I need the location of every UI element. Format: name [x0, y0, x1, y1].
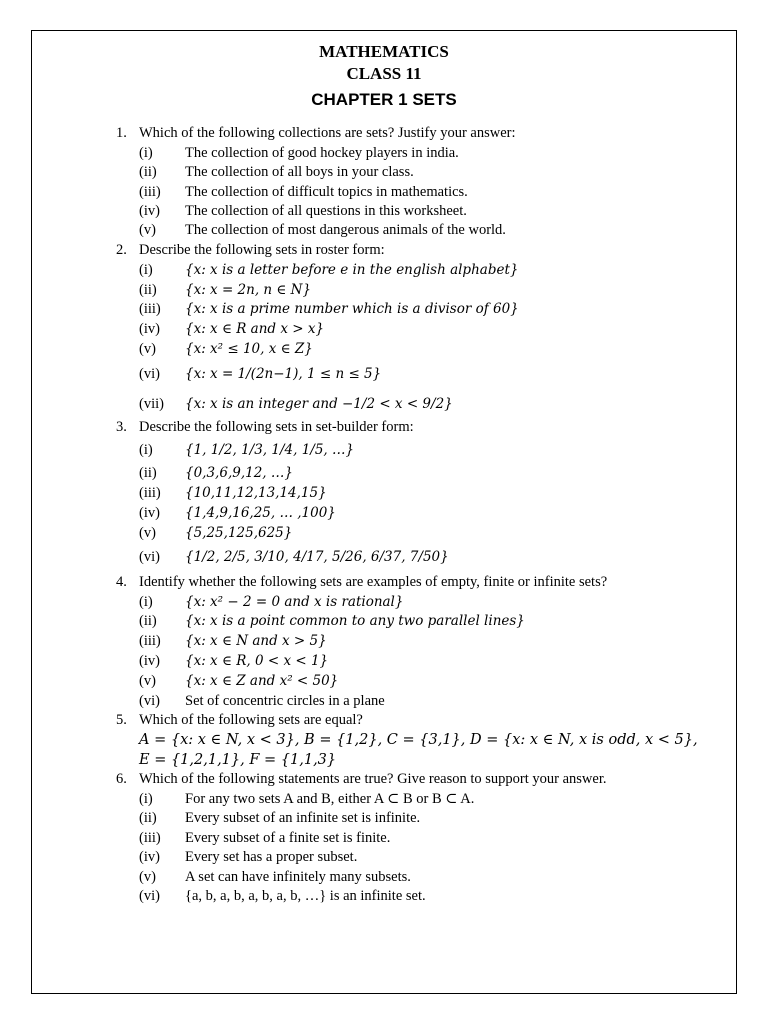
question-5	[116, 712, 363, 729]
q6-item	[139, 791, 474, 808]
item-number: (iii)	[139, 184, 161, 200]
item-text: {a, b, a, b, a, b, a, b, …} is an infinite set.	[185, 888, 426, 904]
item-number: (v)	[139, 869, 156, 885]
item-text: A set can have infinitely many subsets.	[185, 869, 411, 885]
q6-item	[139, 830, 390, 847]
item-text: {x: x² ≤ 10, x ∈ Z}	[185, 341, 313, 357]
q3-item	[139, 465, 293, 482]
q5-line: E = {1,2,1,1}, F = {1,1,3}	[139, 752, 337, 768]
question-3	[116, 419, 414, 436]
q1-item	[139, 164, 414, 181]
q1-item	[139, 145, 459, 162]
item-number: (ii)	[139, 465, 157, 481]
question-6	[116, 771, 607, 788]
item-number: (vi)	[139, 366, 160, 382]
item-number: (i)	[139, 594, 153, 610]
item-number: (vi)	[139, 693, 160, 709]
item-text: 4.	[116, 574, 127, 590]
item-number: (v)	[139, 525, 156, 541]
item-text: {1, 1/2, 1/3, 1/4, 1/5, …}	[185, 442, 355, 458]
item-text: Describe the following sets in set-builder form:	[139, 419, 414, 435]
item-number: (iii)	[139, 830, 161, 846]
item-text: {10,11,12,13,14,15}	[185, 485, 327, 501]
q2-item	[139, 301, 519, 318]
q3-item	[139, 485, 327, 502]
item-number: (iii)	[139, 633, 161, 649]
question-2	[116, 242, 385, 259]
q3-item	[139, 505, 336, 522]
item-text: Set of concentric circles in a plane	[185, 693, 385, 709]
item-text: Every subset of a finite set is finite.	[185, 830, 391, 846]
item-number: (i)	[139, 262, 153, 278]
item-number: (v)	[139, 673, 156, 689]
q4-item	[139, 673, 338, 690]
item-number: (vi)	[139, 549, 160, 565]
item-number: (v)	[139, 222, 156, 238]
q2-item	[139, 282, 311, 299]
q4-item	[139, 613, 525, 630]
item-text: {0,3,6,9,12, …}	[185, 465, 293, 481]
q1-item	[139, 222, 506, 239]
q4-item	[139, 633, 327, 650]
item-text: The collection of most dangerous animals of the world.	[185, 222, 506, 238]
item-text: The collection of difficult topics in mathematics.	[185, 184, 468, 200]
item-text: Identify whether the following sets are examples of empty, finite or infinite sets?	[139, 574, 608, 590]
q2-item	[139, 321, 324, 338]
class-heading: CLASS 11	[346, 64, 422, 83]
q2-item	[139, 262, 518, 279]
q5-line: A = {x: x ∈ N, x < 3}, B = {1,2}, C = {3,1}, D = {x: x ∈ N, x is odd, x < 5},	[139, 732, 698, 748]
item-text: The collection of good hockey players in india.	[185, 145, 459, 161]
item-text: {x: x is a prime number which is a divisor of 60}	[185, 301, 519, 317]
item-text: For any two sets A and B, either A ⊂ B or B ⊂ A.	[185, 791, 475, 807]
item-text: The collection of all questions in this worksheet.	[185, 203, 467, 219]
subject-heading: MATHEMATICS	[319, 42, 449, 61]
item-number: (v)	[139, 341, 156, 357]
item-text: 1.	[116, 125, 127, 141]
item-number: (ii)	[139, 164, 157, 180]
item-text: Which of the following sets are equal?	[139, 712, 363, 728]
item-number: (i)	[139, 442, 153, 458]
q3-item	[139, 549, 449, 566]
item-number: (iv)	[139, 653, 160, 669]
item-number: (iv)	[139, 849, 160, 865]
item-text: {1,4,9,16,25, … ,100}	[185, 505, 336, 521]
question-1	[116, 125, 516, 142]
item-text: 5.	[116, 712, 127, 728]
q2-item	[139, 366, 381, 383]
item-text: 3.	[116, 419, 127, 435]
item-text: {x: x ∈ R, 0 < x < 1}	[185, 653, 329, 669]
question-4	[116, 574, 607, 591]
item-text: Every set has a proper subset.	[185, 849, 358, 865]
item-text: 6.	[116, 771, 127, 787]
item-text: {1/2, 2/5, 3/10, 4/17, 5/26, 6/37, 7/50}	[185, 549, 449, 565]
item-number: (i)	[139, 145, 153, 161]
q3-item	[139, 525, 292, 542]
item-text: 2.	[116, 242, 127, 258]
q6-item	[139, 849, 357, 866]
item-text: Every subset of an infinite set is infinite.	[185, 810, 421, 826]
item-number: (i)	[139, 791, 153, 807]
item-text: {x: x is a point common to any two parallel lines}	[185, 613, 525, 629]
item-text: {x: x ∈ Z and x² < 50}	[185, 673, 339, 689]
item-number: (ii)	[139, 810, 157, 826]
item-text: {x: x = 1/(2n−1), 1 ≤ n ≤ 5}	[185, 366, 382, 382]
q1-item	[139, 203, 467, 220]
item-text: Which of the following statements are true? Give reason to support your answer.	[139, 771, 607, 787]
item-number: (vi)	[139, 888, 160, 904]
item-text: {x: x is an integer and −1/2 < x < 9/2}	[185, 396, 453, 412]
q6-item	[139, 810, 420, 827]
item-text: {5,25,125,625}	[185, 525, 293, 541]
item-text: Describe the following sets in roster form:	[139, 242, 385, 258]
item-number: (iii)	[139, 301, 161, 317]
item-text: {x: x = 2n, n ∈ N}	[185, 282, 312, 298]
item-number: (ii)	[139, 613, 157, 629]
item-number: (iv)	[139, 321, 160, 337]
item-number: (iv)	[139, 505, 160, 521]
item-text: {x: x² − 2 = 0 and x is rational}	[185, 594, 404, 610]
q2-item	[139, 341, 313, 358]
chapter-title: CHAPTER 1 SETS	[311, 90, 457, 109]
item-number: (ii)	[139, 282, 157, 298]
q4-item	[139, 594, 403, 611]
item-number: (iii)	[139, 485, 161, 501]
q4-item	[139, 693, 385, 710]
item-text: {x: x ∈ N and x > 5}	[185, 633, 327, 649]
item-text: {x: x is a letter before e in the english alphabet}	[185, 262, 519, 278]
item-text: Which of the following collections are sets? Justify your answer:	[139, 125, 516, 141]
q1-item	[139, 184, 468, 201]
item-text: The collection of all boys in your class.	[185, 164, 414, 180]
item-text: {x: x ∈ R and x > x}	[185, 321, 325, 337]
q6-item	[139, 869, 411, 886]
item-number: (iv)	[139, 203, 160, 219]
q3-item	[139, 442, 354, 459]
q4-item	[139, 653, 328, 670]
item-number: (vii)	[139, 396, 164, 412]
q2-item	[139, 396, 453, 413]
q6-item	[139, 888, 426, 905]
